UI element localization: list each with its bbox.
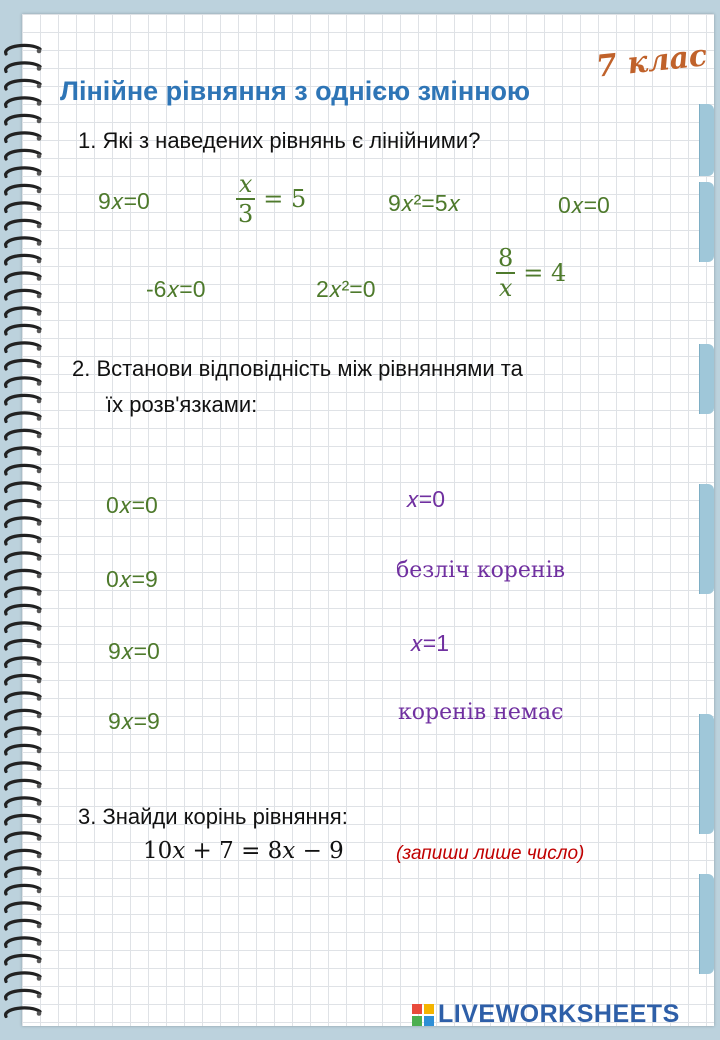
match-right-item[interactable]: 𝑥=1 xyxy=(410,630,450,656)
q1-equation[interactable]: 0𝑥=0 xyxy=(558,192,610,218)
notebook-spiral xyxy=(0,40,44,1030)
match-right-item[interactable]: коренів немає xyxy=(398,700,564,725)
page-tab xyxy=(699,714,714,834)
logo-text: LIVEWORKSHEETS xyxy=(438,1000,680,1028)
match-left-item[interactable]: 0𝑥=0 xyxy=(106,492,158,518)
question-3: 3. Знайди корінь рівняння: xyxy=(78,804,348,829)
worksheet-paper xyxy=(22,14,714,1026)
page-title: Лінійне рівняння з однією змінною xyxy=(60,76,531,106)
q1-equation[interactable]: -6𝑥=0 xyxy=(146,276,206,302)
page-tab xyxy=(699,874,714,974)
match-right-item[interactable]: 𝑥=0 xyxy=(406,486,446,512)
q1-equation[interactable]: 9𝑥=0 xyxy=(98,188,150,214)
page-tab xyxy=(699,484,714,594)
page-tab xyxy=(699,344,714,414)
q1-equation-fraction[interactable] xyxy=(496,244,566,302)
fraction-denominator: 3 xyxy=(238,200,254,228)
fraction-rhs: = 5 xyxy=(263,185,307,213)
question-2-line2: їх розв'язками: xyxy=(106,392,258,417)
q1-equation[interactable]: 2𝑥²=0 xyxy=(316,276,376,302)
logo-icon xyxy=(412,1004,434,1026)
question-1: 1. Які з наведених рівнянь є лінійними? xyxy=(78,128,481,153)
match-left-item[interactable]: 9𝑥=9 xyxy=(108,708,160,734)
page-tab xyxy=(699,182,714,262)
question-2: 2. Встанови відповідність між рівняннями та xyxy=(72,356,523,381)
answer-hint: (запиши лише число) xyxy=(396,843,585,864)
fraction-numerator: 𝑥 xyxy=(238,170,253,198)
grade-label: 7 клас xyxy=(594,38,709,85)
q3-equation: 10𝑥 + 7 = 8𝑥 − 9 xyxy=(143,838,344,864)
page-tab xyxy=(699,104,714,176)
liveworksheets-logo[interactable] xyxy=(412,1000,680,1029)
q1-equation[interactable]: 9𝑥²=5𝑥 xyxy=(388,190,461,216)
match-right-item[interactable]: безліч коренів xyxy=(396,558,565,583)
fraction-numerator: 8 xyxy=(498,244,514,272)
fraction-rhs: = 4 xyxy=(523,259,567,287)
match-left-item[interactable]: 9𝑥=0 xyxy=(108,638,160,664)
q1-equation-fraction[interactable] xyxy=(236,170,306,228)
match-left-item[interactable]: 0𝑥=9 xyxy=(106,566,158,592)
fraction-denominator: 𝑥 xyxy=(498,274,513,302)
